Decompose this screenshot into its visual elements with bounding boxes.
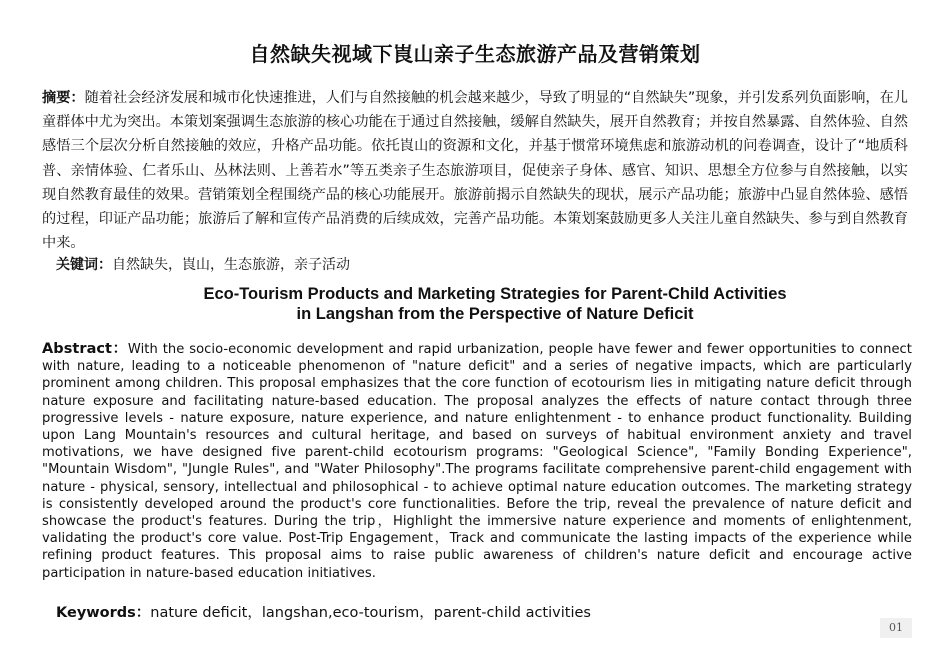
chinese-keywords-label: 关键词： <box>56 257 112 273</box>
page-number: 01 <box>880 618 912 638</box>
chinese-abstract <box>42 86 908 255</box>
english-title <box>120 284 870 324</box>
english-abstract <box>42 341 912 582</box>
english-keywords <box>56 603 856 623</box>
english-abstract-label: Abstract： <box>42 341 128 357</box>
chinese-keywords <box>56 255 916 275</box>
chinese-title: 自然缺失视域下崀山亲子生态旅游产品及营销策划 <box>249 42 701 66</box>
english-abstract-text: With the socio-economic development and rapid urbanization, people have fewer and fewer opportunities to connect with nature, leading to a noticeable phenomenon of "nature deficit" and a series of negative impacts, which are particularly prominent among children. This proposal emphasizes that the core function of ecotourism lies in mitigating nature deficit through nature exposure and facilitating nature-based education. The proposal analyzes the effects of nature contact through three progressive levels - nature exposure, nature experience, and nature enlightenment - to enhance product functionality. Building upon Lang Mountain's resources and cultural heritage, and based on surveys of habitual environment anxiety and travel motivations, we have designed five parent-child ecotourism programs: "Geological Science", "Family Bonding Experience", "Mountain Wisdom", "Jungle Rules", and "Water Philosophy".The programs facilitate comprehensive parent-child engagement with nature - physical, sensory, intellectual and philosophical - to achieve optimal nature education outcomes. The marketing strategy is consistently developed around the product's core functionalities. Before the trip, reveal the prevalence of nature deficit and showcase the product's features. During the trip，Highlight the immersive nature experience and moments of enlightenment, validating the product's core value. Post-Trip Engagement，Track and communicate the lasting impacts of the experience while refining product features. This proposal aims to raise public awareness of children's nature deficit and encourage active participation in nature-based education initiatives. <box>42 342 912 581</box>
english-keywords-label: Keywords： <box>56 605 151 621</box>
chinese-abstract-label: 摘要： <box>42 90 85 106</box>
english-keywords-text: nature deficit，langshan,eco-tourism，parent-child activities <box>150 605 591 621</box>
english-title-line-1: Eco-Tourism Products and Marketing Strategies for Parent-Child Activities <box>203 285 787 303</box>
english-title-line-2: in Langshan from the Perspective of Nature Deficit <box>296 305 694 323</box>
chinese-abstract-text: 随着社会经济发展和城市化快速推进，人们与自然接触的机会越来越少，导致了明显的“自然缺失”现象，并引发系列负面影响，在儿童群体中尤为突出。本策划案强调生态旅游的核心功能在于通过自然接触，缓解自然缺失，展开自然教育；并按自然暴露、自然体验、自然感悟三个层次分析自然接触的效应，升格产品功能。依托崀山的资源和文化，并基于惯常环境焦虑和旅游动机的问卷调查，设计了“地质科普、亲情体验、仁者乐山、丛林法则、上善若水”等五类亲子生态旅游项目，促使亲子身体、感官、知识、思想全方位参与自然接触，以实现自然教育最佳的效果。营销策划全程围绕产品的核心功能展开。旅游前揭示自然缺失的现状，展示产品功能；旅游中凸显自然体验、感悟的过程，印证产品功能；旅游后了解和宣传产品消费的后续成效，完善产品功能。本策划案鼓励更多人关注儿童自然缺失、参与到自然教育中来。 <box>42 90 908 252</box>
chinese-keywords-text: 自然缺失，崀山，生态旅游，亲子活动 <box>112 257 350 273</box>
